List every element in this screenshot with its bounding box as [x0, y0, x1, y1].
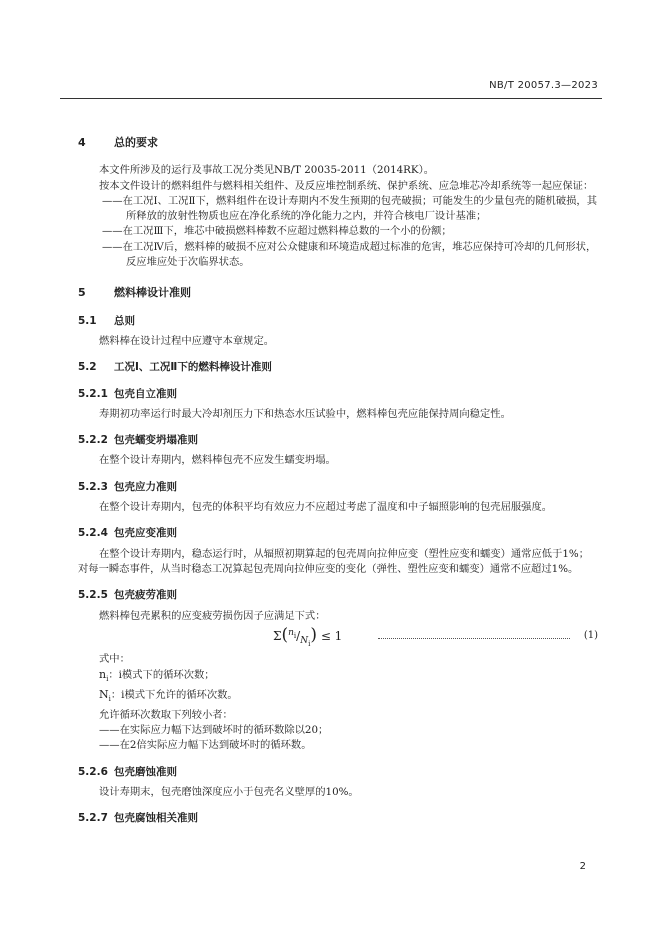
clause-5-2-heading — [78, 360, 598, 375]
clause-number: 5.2.7 — [78, 812, 108, 825]
clause-5-2-3-heading — [78, 480, 598, 495]
clause-title: 总则 — [114, 314, 135, 327]
header-divider — [60, 98, 602, 99]
clause-number: 5.2.6 — [78, 765, 108, 778]
clause-number: 5.2.3 — [78, 480, 108, 493]
section-number: 5 — [78, 286, 86, 300]
symbol-sub: i — [108, 695, 111, 704]
section-4-heading — [78, 135, 598, 150]
page-number: 2 — [579, 861, 586, 872]
clause-5-2-3-text: 在整个设计寿期内，包壳的体积平均有效应力不应超过考虑了温度和中子辐照影响的包壳屈服强度。 — [99, 501, 553, 514]
section-title: 总的要求 — [114, 136, 158, 149]
clause-title: 包壳磨蚀准则 — [114, 765, 177, 778]
equation-number: (1) — [583, 629, 598, 641]
clause-number: 5.2.4 — [78, 527, 108, 540]
list-item: ——在工况Ⅲ下，堆芯中破损燃料棒数不应超过燃料棒总数的一个小的份额； — [102, 225, 452, 238]
formula-le: ≤ 1 — [320, 628, 343, 643]
definition-n — [78, 667, 598, 687]
clause-number: 5.2.2 — [78, 434, 108, 447]
formula-N: N — [300, 636, 309, 647]
formula-sub: i — [293, 631, 297, 640]
section-number: 4 — [78, 136, 86, 149]
symbol-sub: i — [106, 675, 109, 684]
clause-title: 包壳疲劳准则 — [114, 589, 177, 602]
section-5-heading — [78, 285, 598, 300]
symbol: n — [99, 668, 107, 682]
list-item: ——在工况Ⅳ后，燃料棒的破损不应对公众健康和环境造成超过标准的危害，堆芯应保持可冷却的几何形状，反应堆应处于次临界状态。 — [102, 240, 597, 269]
clause-5-2-4-text: 在整个设计寿期内，稳态运行时，从辐照初期算起的包壳周向拉伸应变（塑性应变和蠕变）通常应低于1%；对每一瞬态事件，从当时稳态工况算起包壳周向拉伸应变的变化（弹性、塑性应变和蠕变）通常不应超过1%。 — [78, 547, 589, 575]
clause-5-2-6-heading — [78, 765, 598, 780]
list-item: ——在工况Ⅰ、工况Ⅱ下，燃料组件在设计寿期内不发生预期的包壳破损；可能发生的少量包壳的随机破损，其所释放的放射性物质也应在净化系统的净化能力之内，并符合核电厂设计基准； — [102, 194, 598, 223]
fatigue-formula — [78, 626, 598, 648]
clause-title: 包壳蠕变坍塌准则 — [114, 434, 198, 447]
definition-text: ：i模式下允许的循环次数。 — [110, 689, 238, 702]
formula-n: n — [288, 627, 294, 638]
clause-5-2-2-heading — [78, 433, 598, 448]
standard-number: NB/T 20057.3—2023 — [489, 80, 598, 91]
clause-5-2-1-heading — [78, 387, 598, 402]
clause-title: 包壳应变准则 — [114, 527, 177, 540]
section-4-para-1: 本文件所涉及的运行及事故工况分类见NB/T 20035-2011（2014RK）。 — [99, 164, 435, 177]
clause-5-2-1-text: 寿期初功率运行时最大冷却剂压力下和热态水压试验中，燃料棒包壳应能保持周向稳定性。 — [99, 407, 511, 420]
leader-dots — [378, 638, 570, 639]
clause-title: 包壳应力准则 — [114, 480, 177, 493]
clause-5-2-7-heading — [78, 811, 598, 826]
clause-5-2-5-heading — [78, 588, 598, 603]
definition-text: ：i模式下的循环次数； — [108, 669, 215, 682]
clause-5-2-5-text: 燃料棒包壳累积的应变疲劳损伤因子应满足下式： — [99, 609, 326, 622]
clause-5-2-4-heading — [78, 526, 598, 541]
sigma-symbol: Σ — [273, 628, 282, 643]
clause-number: 5.2.1 — [78, 387, 108, 400]
section-title: 燃料棒设计准则 — [114, 286, 191, 300]
clause-5-1-heading — [78, 314, 598, 329]
clause-5-2-6-text: 设计寿期末，包壳磨蚀深度应小于包壳名义壁厚的10%。 — [99, 786, 359, 798]
definition-N — [78, 687, 598, 707]
formula-sub: i — [308, 640, 311, 649]
clause-5-2-2-text: 在整个设计寿期内，燃料棒包壳不应发生蠕变坍塌。 — [99, 454, 336, 467]
allow-text: 允许循环次数取下列较小者： — [99, 708, 233, 721]
clause-number: 5.1 — [78, 314, 97, 327]
clause-number: 5.2 — [78, 361, 97, 374]
list-item: ——在实际应力幅下达到破坏时的循环数除以20； — [99, 724, 329, 737]
clause-title: 工况Ⅰ、工况Ⅱ下的燃料棒设计准则 — [114, 361, 272, 374]
clause-title: 包壳自立准则 — [114, 387, 177, 400]
clause-5-1-text: 燃料棒在设计过程中应遵守本章规定。 — [99, 334, 275, 347]
list-item: ——在2倍实际应力幅下达到破坏时的循环数。 — [99, 739, 312, 752]
formula-expression: $\Sigma(^{n_i}/_{N_i}) \le 1$ — [273, 624, 343, 649]
clause-number: 5.2.5 — [78, 589, 108, 602]
section-4-para-2: 按本文件设计的燃料组件与燃料相关组件、及反应堆控制系统、保护系统、应急堆芯冷却系统等一起应保证： — [99, 179, 594, 192]
page-body — [78, 135, 598, 832]
symbol: N — [99, 688, 109, 702]
where-label: 式中： — [99, 652, 130, 665]
clause-title: 包壳腐蚀相关准则 — [114, 812, 198, 825]
